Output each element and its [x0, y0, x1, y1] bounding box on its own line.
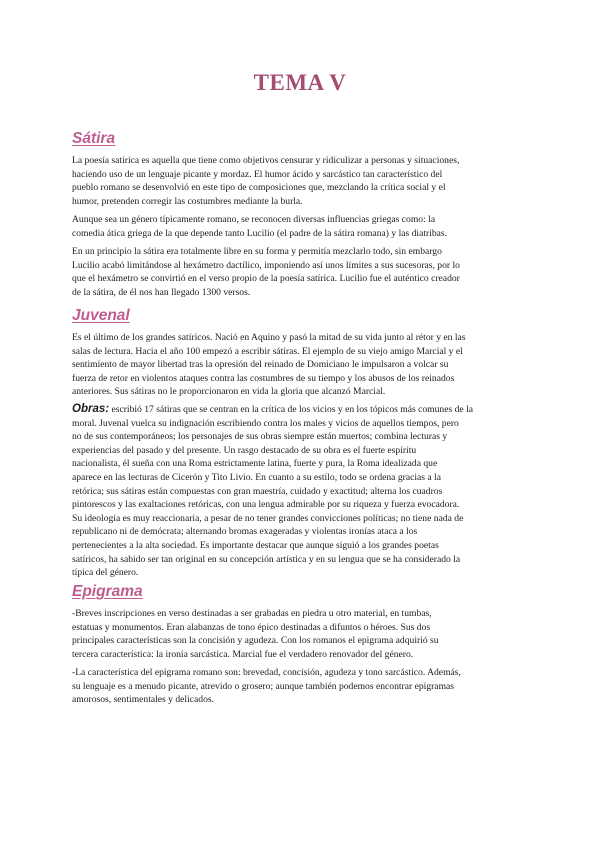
satira-paragraph-3 [72, 245, 532, 299]
epigrama-paragraph-2 [72, 666, 532, 707]
text-line: sentimiento de mayor libertad tras la opresión del reinado de Domiciano le impulsaron a volcar su [72, 359, 449, 371]
text-line: satíricos, ha sabido ser tan original en su concepción artística y en su lengua que se ha considerado la [72, 553, 461, 565]
obras-label: Obras: [72, 403, 110, 415]
text-line: salas de lectura. Hacia el año 100 empezó a escribir sátiras. El ejemplo de su viejo amigo Marcial y el [72, 345, 463, 357]
text-line: En un principio la sátira era totalmente libre en su forma y permitía mezclarlo todo, sin embargo [72, 246, 442, 257]
section-heading-juvenal: Juvenal [72, 307, 130, 324]
text-line: pueblo romano se desenvolvió en este tipo de composiciones que, mezclando la crítica social y el [72, 182, 446, 194]
text-line: republicano ni de demócrata; alternando bromas exageradas y violentas ironías ataca a los [72, 526, 418, 538]
obras-first-line: escribió 17 sátiras que se centran en la crítica de los vicios y en los tópicos más comunes de la [109, 404, 473, 415]
satira-paragraph-2 [72, 213, 532, 240]
text-line: que el hexámetro se convirtió en el verso propio de la poesía satírica. Lucilio fue el auténtico creador [72, 273, 460, 285]
juvenal-paragraph-1 [72, 331, 532, 399]
text-line: La poesía satírica es aquella que tiene como objetivos censurar y ridiculizar a personas y situaciones, [72, 155, 460, 166]
text-line: pertenecientes a la alta sociedad. Es importante destacar que aunque siguió a los grandes poetas [72, 539, 439, 551]
satira-paragraph-1 [72, 154, 532, 208]
text-line: pintorescos y las exaltaciones retóricas, con una lengua admirable por su riqueza y fuerza evocadora. [72, 499, 460, 511]
text-line: principales características son la concisión y agudeza. Con los romanos el epigrama adquirió su [72, 635, 439, 647]
text-line: estatuas y monumentos. Eran alabanzas de tono épico destinadas a difuntos o héroes. Sus dos [72, 621, 431, 633]
text-line: anteriores. Sus sátiras no le proporcionaron en vida la gloria que alcanzó Marcial. [72, 386, 386, 398]
obras-paragraph [72, 403, 532, 580]
text-line: fuerza de retor en violentos ataques contra las costumbres de su tiempo y los abusos de los reinados [72, 372, 455, 384]
text-line: moral. Juvenal vuelca su indignación escribiendo contra los males y vicios de aquellos tiempos, pero [72, 417, 459, 429]
text-line: -Breves inscripciones en verso destinadas a ser grabadas en piedra u otro material, en tumbas, [72, 608, 432, 619]
text-line: amorosos, sentimentales y delicados. [72, 694, 215, 706]
section-heading-epigrama: Epigrama [72, 583, 143, 600]
text-line: comedia ática griega de la que depende tanto Lucilio (el padre de la sátira romana) y las diatribas. [72, 227, 448, 239]
text-line: tercera característica: la ironía sarcástica. Marcial fue el verdadero renovador del género. [72, 648, 414, 660]
text-line: haciendo uso de un lenguaje picante y mordaz. El humor ácido y sarcástico tan característico del [72, 168, 443, 180]
text-line: su lenguaje es a menudo picante, atrevido o grosero; aunque también podemos encontrar epigramas [72, 680, 455, 692]
text-line [72, 403, 532, 417]
text-line: Su ideología es muy reaccionaria, a pesar de no tener grandes convicciones políticas; no tiene nada de [72, 512, 464, 524]
text-line: típica del género. [72, 567, 139, 579]
text-line: Aunque sea un género típicamente romano, se reconocen diversas influencias griegas como: la [72, 214, 436, 225]
text-line: Es el último de los grandes satíricos. Nació en Aquino y pasó la mitad de su vida junto al rétor y en las [72, 332, 466, 343]
text-line: aparece en las lecturas de Cicerón y Tito Livio. En cuanto a su estilo, todo se ordena gracias a la [72, 471, 441, 483]
section-heading-satira: Sátira [72, 130, 116, 147]
text-line: Lucilio acabó limitándose al hexámetro dactílico, imponiendo así unos límites a sus sucesoras, por lo [72, 259, 460, 271]
text-line: no de sus contemporáneos; los personajes de sus obras siempre están muertos; combina lecturas y [72, 431, 448, 443]
text-line: de la sátira, de él nos han llegado 1300 versos. [72, 286, 251, 298]
text-line: retórica; sus sátiras están compuestas con gran maestría, cuidado y exactitud; alterna los cuadros [72, 485, 443, 497]
text-line: experiencias del pasado y del presente. Un rasgo destacado de su obra es el fuerte espíritu [72, 444, 417, 456]
text-line: humor, pretenden corregir las costumbres mediante la burla. [72, 195, 303, 207]
text-line: -La característica del epigrama romano son: brevedad, concisión, agudeza y tono sarcástico. Además, [72, 667, 461, 678]
page-title: TEMA V [253, 70, 347, 95]
text-line: nacionalista, él sueña con una Roma estrictamente latina, fuerte y pura, la Roma idealizada que [72, 458, 438, 470]
epigrama-paragraph-1 [72, 607, 532, 661]
